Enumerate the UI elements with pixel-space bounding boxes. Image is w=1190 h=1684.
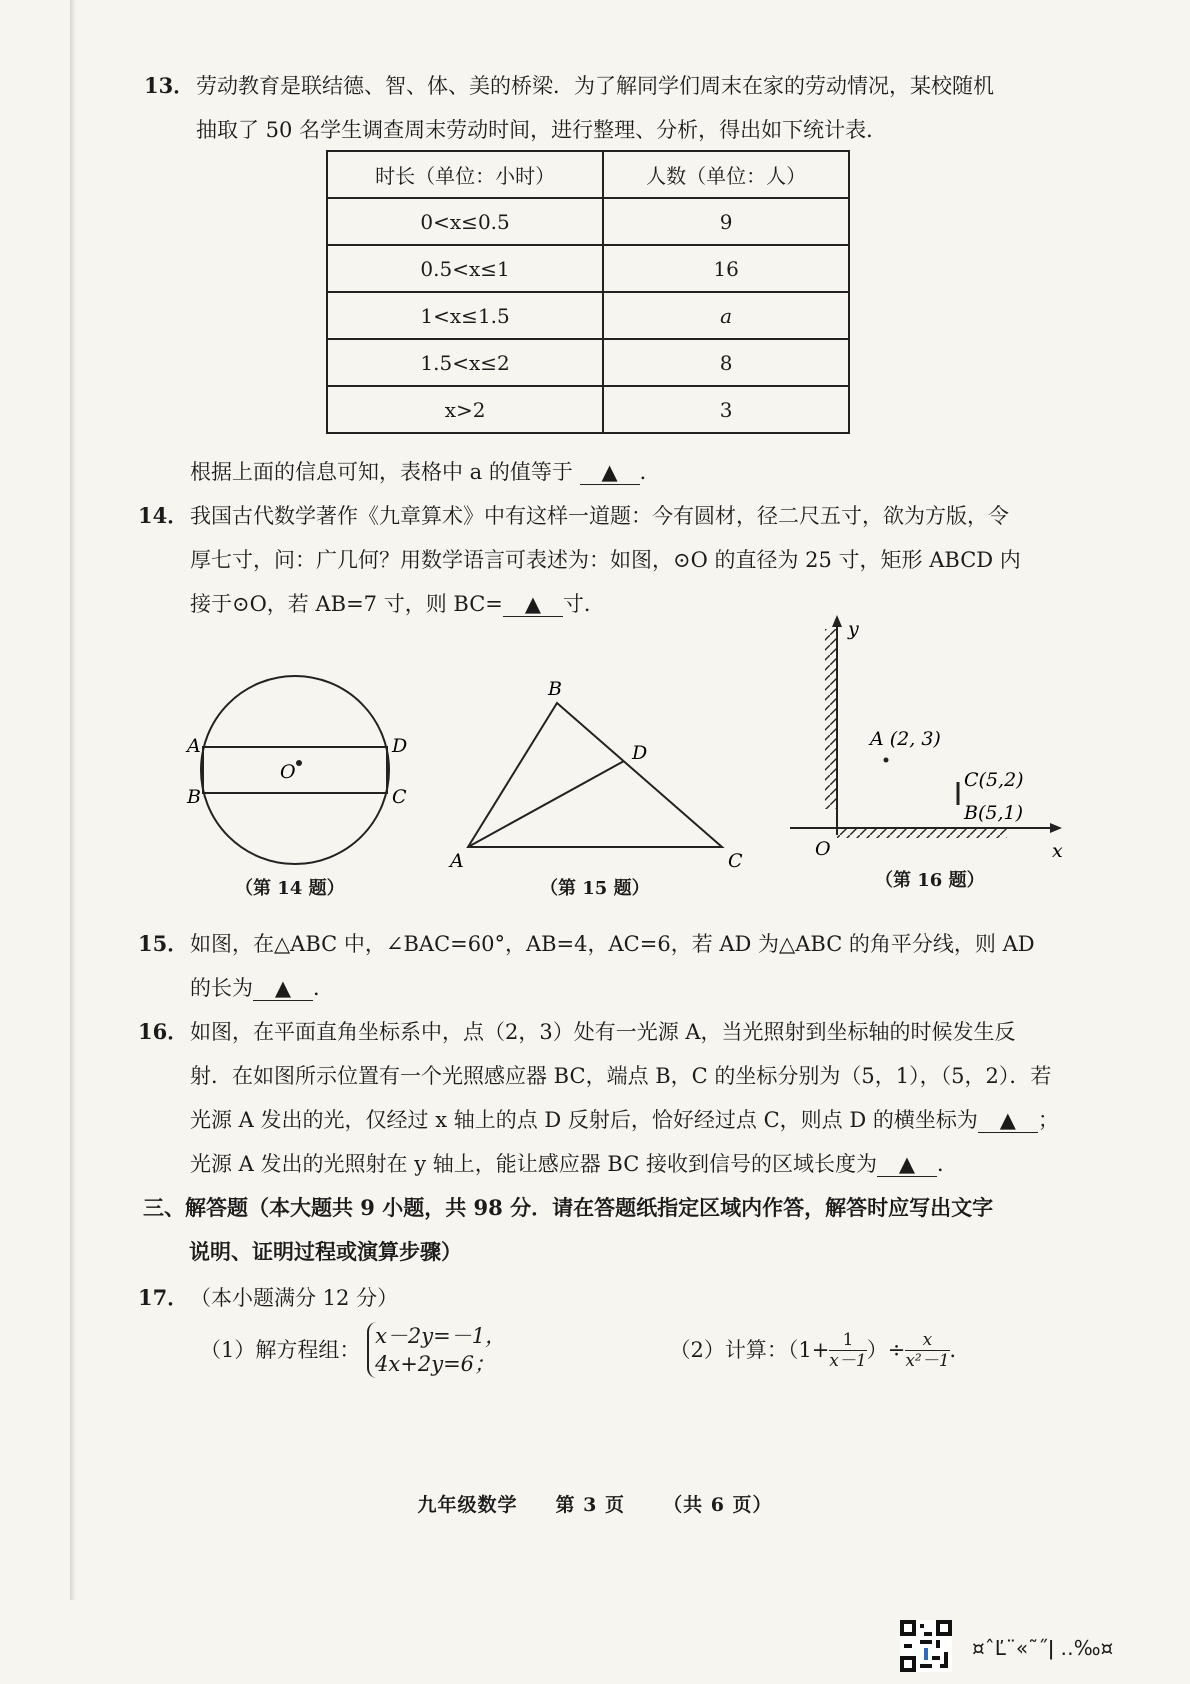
text-suffix: 寸． (562, 592, 605, 616)
question-number: 13． (144, 73, 195, 98)
text-prefix: 的长为 (190, 976, 253, 1000)
table-cell: 0.5<x≤1 (327, 245, 603, 292)
table-cell: 0<x≤0.5 (327, 198, 603, 245)
label-o: O (815, 838, 831, 860)
table-row (327, 245, 849, 292)
qr-code-icon (900, 1620, 952, 1672)
column-header: 人数（单位：人） (603, 151, 849, 198)
question-13 (144, 64, 1076, 152)
figure-14 (180, 660, 410, 880)
question-16 (138, 1010, 1090, 1186)
qr-caption: ¤ˆĽ¨«˜˝ǀ ‥‰¤ (972, 1636, 1114, 1660)
table-row (327, 339, 849, 386)
label-b: B (187, 786, 201, 808)
table-row (327, 292, 849, 339)
answer-blank: ▲ (978, 1108, 1038, 1133)
table-cell: 1.5<x≤2 (327, 339, 603, 386)
fraction-1 (829, 1330, 866, 1371)
figure-15-caption: （第 15 题） (540, 878, 650, 899)
y-axis-mirror-hatch (825, 629, 837, 809)
table-cell: 3 (603, 386, 849, 433)
table-cell: x>2 (327, 386, 603, 433)
table-cell: 16 (603, 245, 849, 292)
answer-blank: ▲ (253, 976, 313, 1001)
fraction-numerator: x (905, 1330, 949, 1351)
column-header: 时长（单位：小时） (327, 151, 603, 198)
table-cell: 1<x≤1.5 (327, 292, 603, 339)
fraction-denominator: x²－1 (905, 1350, 950, 1371)
question-text-line: 劳动教育是联结德、智、体、美的桥梁．为了解同学们周末在家的劳动情况，某校随机 (196, 74, 994, 98)
division-sign: ）÷ (866, 1338, 906, 1362)
y-axis-arrow (832, 615, 842, 627)
question-text-line: 抽取了 50 名学生调查周末劳动时间，进行整理、分析，得出如下统计表． (196, 118, 888, 142)
answer-prefix: 根据上面的信息可知，表格中 a 的值等于 (190, 460, 573, 484)
label-a: A (187, 735, 201, 757)
label-d: D (632, 742, 648, 764)
page-footer (0, 1490, 1190, 1517)
label-point-a: A (2, 3) (870, 728, 941, 750)
question-text-line: 厚七寸，问：广几何？用数学语言可表述为：如图，⊙O 的直径为 25 寸，矩形 ABCD 内 (190, 548, 1021, 572)
question-text-line: 我国古代数学著作《九章算术》中有这样一道题：今有圆材，径二尺五寸，欲为方版，令 (190, 504, 1009, 528)
figure-14-caption: （第 14 题） (235, 878, 345, 899)
question-text-line: 如图，在△ABC 中，∠BAC=60°，AB=4，AC=6，若 AD 为△ABC 的角平分线，则 AD (190, 932, 1035, 956)
question-text-line: 射．在如图所示位置有一个光照感应器 BC，端点 B，C 的坐标分别为（5，1），（5，2）．若 (190, 1064, 1052, 1088)
label-a: A (450, 850, 464, 872)
text-suffix: ． (936, 1152, 958, 1176)
label-point-b: B(5,1) (964, 802, 1024, 824)
table-cell: 8 (603, 339, 849, 386)
footer-page: 第 3 页 (555, 1494, 625, 1516)
text-suffix: ． (949, 1338, 971, 1362)
text-suffix: ． (313, 976, 334, 1000)
question-text-line (190, 1142, 1090, 1186)
question-text-line (190, 1098, 1090, 1142)
question-17 (138, 1276, 1070, 1320)
footer-subject: 九年级数学 (417, 1494, 518, 1516)
question-number: 17． (138, 1285, 189, 1310)
fraction-2 (905, 1330, 949, 1371)
question-number: 15． (138, 931, 189, 956)
text-prefix: 光源 A 发出的光，仅经过 x 轴上的点 D 反射后，恰好经过点 C，则点 D 的横坐标为 (190, 1108, 978, 1132)
question-number: 16． (138, 1019, 189, 1044)
label-x: x (1052, 840, 1063, 860)
question-17-parts (200, 1322, 1080, 1378)
question-number: 14． (138, 503, 189, 528)
table-row (327, 386, 849, 433)
answer-blank: ▲ (503, 592, 563, 617)
equation-2: 4x+2y=6； (375, 1352, 496, 1376)
answer-suffix: ． (639, 460, 661, 484)
fraction-numerator: 1 (829, 1330, 866, 1351)
point-a (884, 758, 889, 763)
question-14 (138, 494, 1080, 626)
label-c: C (392, 786, 407, 808)
text-prefix: 光源 A 发出的光照射在 y 轴上，能让感应器 BC 接收到信号的区域长度为 (190, 1152, 877, 1176)
section-heading-line: 说明、证明过程或演算步骤） (189, 1239, 462, 1264)
segment-ad (468, 761, 624, 847)
question-text-line: 如图，在平面直角坐标系中，点（2，3）处有一光源 A，当光照射到坐标轴的时候发生反 (190, 1020, 1016, 1044)
part-2-label: （2）计算：（1+ (669, 1338, 830, 1362)
fraction-denominator: x－1 (829, 1350, 867, 1371)
footer-total: （共 6 页） (663, 1494, 773, 1516)
figure-15 (440, 675, 750, 880)
statistics-table (326, 150, 850, 434)
center-point-o (296, 760, 302, 766)
equation-system (367, 1322, 506, 1378)
table-header-row (327, 151, 849, 198)
label-b: B (548, 678, 562, 700)
part-1-label: （1）解方程组： (200, 1338, 361, 1362)
table-cell: 9 (603, 198, 849, 245)
text-suffix: ； (1037, 1108, 1059, 1132)
text-prefix: 接于⊙O，若 AB=7 寸，则 BC= (190, 592, 503, 616)
question-text-line (190, 966, 1080, 1010)
label-c: C (728, 850, 743, 872)
section-heading-line: 三、解答题（本大题共 9 小题，共 98 分．请在答题纸指定区域内作答，解答时应写出文字 (143, 1195, 994, 1220)
label-o: O (280, 761, 296, 783)
question-header: （本小题满分 12 分） (190, 1286, 399, 1310)
figure-16 (780, 615, 1080, 860)
label-d: D (392, 735, 408, 757)
answer-blank: ▲ (580, 460, 640, 485)
figure-16-caption: （第 16 题） (875, 870, 985, 891)
answer-blank: ▲ (877, 1152, 937, 1177)
question-13-answer (190, 450, 1070, 494)
section-heading (143, 1186, 1083, 1274)
table-row (327, 198, 849, 245)
page-edge-shadow (70, 0, 76, 1600)
x-axis-arrow (1050, 823, 1062, 833)
equation-1: x－2y=－1， (375, 1324, 507, 1348)
question-15 (138, 922, 1080, 1010)
label-y: y (848, 618, 859, 640)
table-cell: a (603, 292, 849, 339)
label-point-c: C(5,2) (964, 769, 1024, 791)
x-axis-mirror-hatch (837, 828, 1007, 838)
